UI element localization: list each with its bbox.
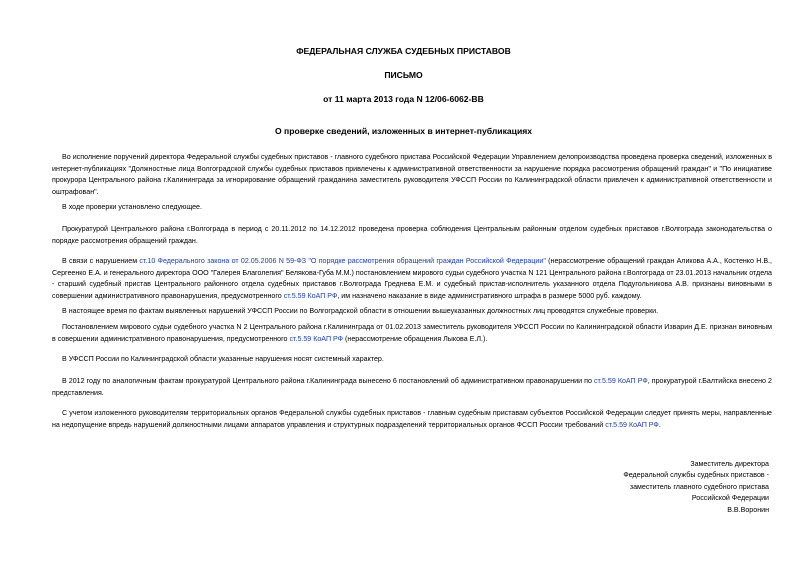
paragraph-2: В ходе проверки установлено следующее. <box>62 203 202 211</box>
signature-block <box>549 459 769 516</box>
signature-name: В.В.Воронин <box>727 505 769 514</box>
signature-line-title: заместитель главного судебного пристава <box>629 482 769 491</box>
agency-title: ФЕДЕРАЛЬНАЯ СЛУЖБА СУДЕБНЫХ ПРИСТАВОВ <box>296 46 511 56</box>
paragraph-8 <box>52 376 772 399</box>
document-date-number: от 11 марта 2013 года N 12/06-6062-ВВ <box>323 94 484 104</box>
signature-line-agency: Федеральной службы судебных приставов - <box>623 471 769 480</box>
paragraph-8-text-b: , прокуратурой г.Балтийска внесено 2 представления. <box>52 377 772 397</box>
paragraph-8-text-a: В 2012 году по аналогичным фактам прокуратурой Центрального района г.Калининграда вынесено 6 постановлений об административном правонарушении по <box>62 377 594 385</box>
paragraph-4-text-c: , им назначено наказание в виде административного штрафа в размере 5000 руб. каждому. <box>337 292 642 301</box>
paragraph-6-text-a: Постановлением мирового судьи судебного участка N 2 Центрального района г.Калининграда от 01.02.2013 заместитель руководителя УФССП России по Калининградской области Изварин Д.Е. признан виновным в совершении административного правонарушения, предусмотренного <box>52 323 772 343</box>
koap-5-59-link[interactable]: ст.5.59 КоАП РФ <box>283 292 338 301</box>
paragraph-6 <box>52 322 772 345</box>
paragraph-1: Во исполнение поручений директора Федеральной службы судебных приставов - главного судебного пристава Российской Федерации Управлением делопроизводства проведена проверка сведений, изложенных в интернет-публикациях "Должностные лица Волгоградской службы судебных приставов привлечены к административной ответственности за нарушение порядка рассмотрения обращений граждан" и "По инициативе прокурора Центрального района г.Калининграда за игнорирование обращений гражданина заместитель руководителя УФССП России по Калининградской области привлечен к административной ответственности и оштрафован". <box>52 153 772 197</box>
paragraph-9-text-b: . <box>658 420 661 429</box>
koap-5-59-link[interactable]: ст.5.59 КоАП РФ <box>593 377 648 385</box>
paragraph-6-text-b: (нерассмотрение обращения Лыкова Е.Л.). <box>343 334 488 343</box>
paragraph-5: В настоящее время по фактам выявленных нарушений УФССП России по Волгоградской области в отношении вышеуказанных должностных лиц проводятся служебные проверки. <box>62 307 659 315</box>
paragraph-9 <box>52 408 772 431</box>
signature-line-country: Российской Федерации <box>691 494 769 503</box>
paragraph-4 <box>52 256 772 303</box>
signature-line-position: Заместитель директора <box>690 460 769 468</box>
federal-law-59-link[interactable]: ст.10 Федерального закона от 02.05.2006 N 59-ФЗ "О порядке рассмотрения обращений граждан Российской Федерации" <box>139 257 546 265</box>
paragraph-4-text-b: (нерассмотрение обращений граждан Аликова А.А., Костенко Н.В., Сергеенко Е.А. и генерального директора ООО "Галерея Благолепия" Белякова-Губа М.М.) постановлением мирового судьи судебного участка N 121 Центрального района г.Волгограда от 23.01.2013 начальник отдела - старший судебный пристав Центрального районного отдела судебных приставов г.Волгограда Греднева Е.М. и судебный пристав-исполнитель указанного отдела Подугольникова А.В. признаны виновными в совершении административного правонарушения, предусмотренного <box>52 257 772 301</box>
document-subject: О проверке сведений, изложенных в интернет-публикациях <box>274 126 533 136</box>
document-type: ПИСЬМО <box>384 70 423 80</box>
paragraph-7: В УФССП России по Калининградской области указанные нарушения носят системный характер. <box>62 355 384 363</box>
koap-5-59-link[interactable]: ст.5.59 КоАП РФ <box>289 334 344 343</box>
paragraph-3: Прокуратурой Центрального района г.Волгограда в период с 20.11.2012 по 14.12.2012 проведена проверка соблюдения Центральным районным отделом судебных приставов г.Волгограда законодательства о порядке рассмотрения обращений граждан. <box>52 225 772 245</box>
paragraph-4-text-a: В связи с нарушением <box>62 257 140 265</box>
koap-5-59-link[interactable]: ст.5.59 КоАП РФ <box>605 420 659 429</box>
paragraph-9-text-a: С учетом изложенного руководителям территориальных органов Федеральной службы судебных приставов - главным судебным приставам субъектов Российской Федерации следует принять меры, направленные на недопущение впредь нарушений должностными лицами аппаратов управления и структурных подразделений территориальных органов ФССП России требований <box>52 409 772 429</box>
